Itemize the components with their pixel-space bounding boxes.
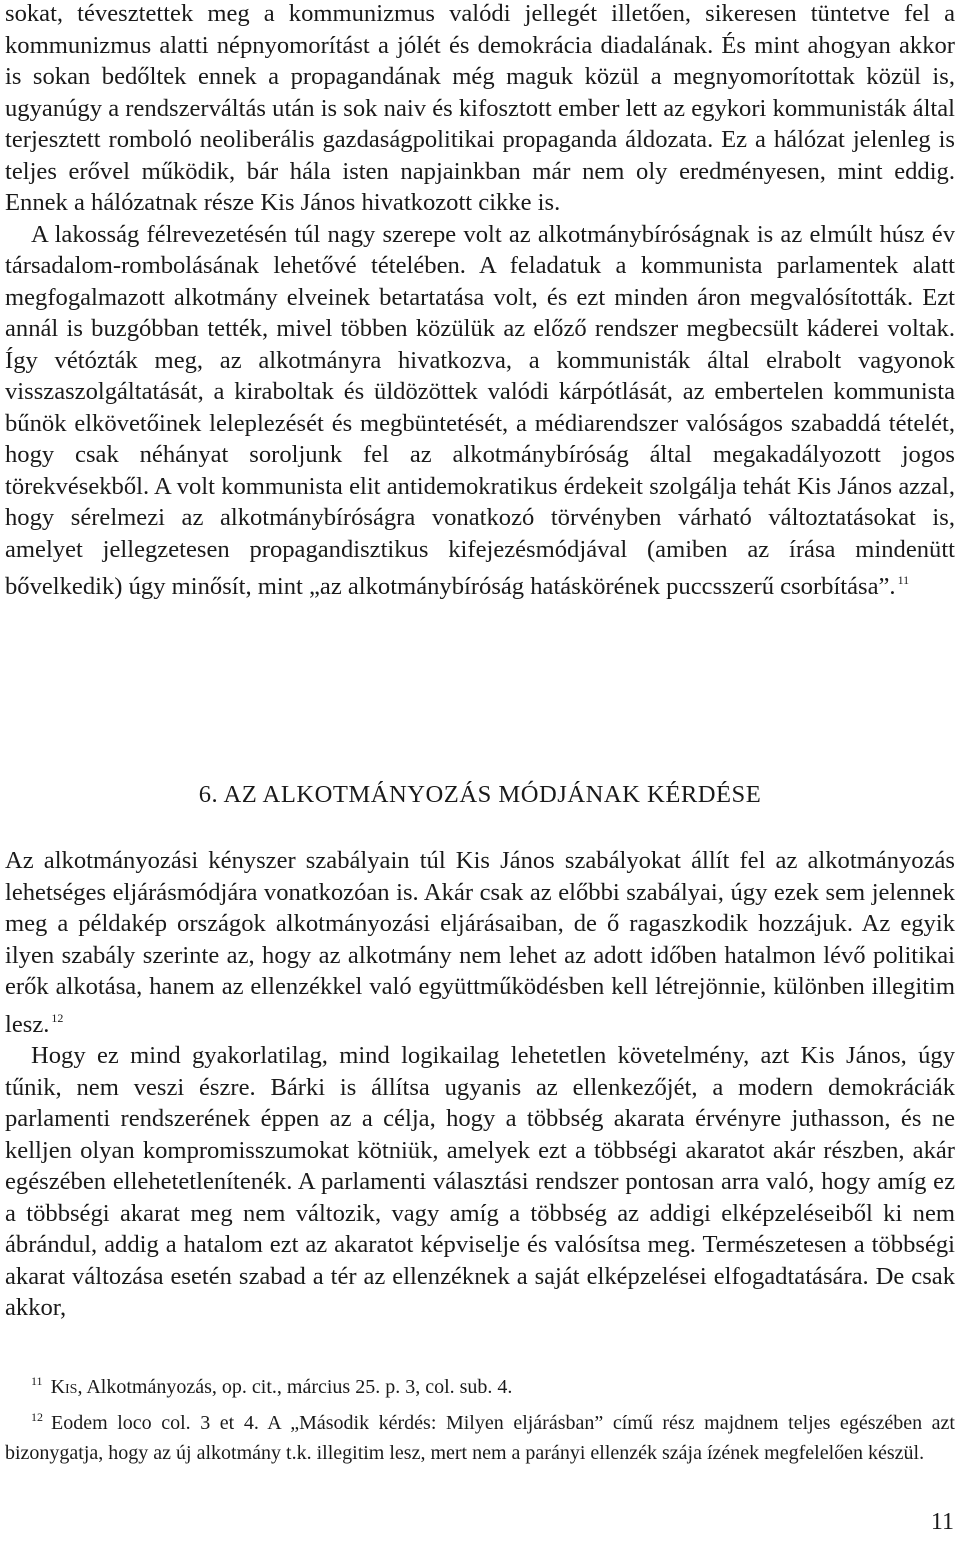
- footnote-author: Kis: [50, 1376, 78, 1398]
- paragraph: sokat, tévesztettek meg a kommunizmus valódi jellegét illetően, sikeresen tüntetve fel a kommunizmus alatti népnyomorítást a jólét és demokrácia diadalának. És mint ahogyan akkor is sokan bedőltek ennek a propagandának még maguk közül a megnyomorítottak közül is, ugyanúgy a rendszerváltás után is sok naiv és kifosztott ember lett az egykori kommunisták által terjesztett romboló neoliberális gazdaságpolitikai propaganda áldozata. Ez a hálózat jelenleg is teljes erővel működik, bár hála isten napjainkban már nem oly eredményesen, mint eddig. Ennek a hálózatnak része Kis János hivatkozott cikke is.: [5, 0, 955, 216]
- footnote-text: , Alkotmányozás, op. cit., március 25. p. 3, col. sub. 4.: [77, 1376, 513, 1398]
- footnote: [5, 1402, 955, 1468]
- body-text-block-bottom: [5, 845, 955, 1324]
- footnote-text: Eodem loco col. 3 et 4. A „Második kérdés: Milyen eljárásban” című rész majdnem teljes egészében azt bizonygatja, hogy az új alkotmány t.k. illegitim lesz, mert nem a parányi ellenzék szája ízének megfelelően készül.: [5, 1412, 955, 1464]
- footnote-reference[interactable]: 12: [51, 1010, 64, 1025]
- footnote-number: 12: [31, 1410, 43, 1424]
- section-heading: 6. AZ ALKOTMÁNYOZÁS MÓDJÁNAK KÉRDÉSE: [198, 781, 762, 808]
- footnote: [5, 1366, 955, 1402]
- page-number: 11: [930, 1509, 954, 1535]
- body-text-block-top: [5, 0, 955, 603]
- footnotes: [5, 1366, 955, 1468]
- paragraph: Az alkotmányozási kényszer szabályain túl Kis János szabályokat állít fel az alkotmányozás lehetséges eljárásmódjára vonatkozóan is. Akár csak az előbbi szabályai, úgy ezek sem jelennek meg a példakép országok alkotmányozási eljárásaiban, de ő ragaszkodik hozzájuk. Az egyik ilyen szabály szerinte az, hogy az alkotmány nem lehet az adott időben hatalmon lévő politikai erők alkotása, hanem az ellenzékkel való együttműködésben kell létrejönnie, különben illegitim lesz. $^{12}$: [5, 847, 955, 1038]
- paragraph: A lakosság félrevezetésén túl nagy szerepe volt az alkotmánybíróságnak is az elmúlt húsz év társadalom-rombolásának lehetővé tételében. A feladatuk a kommunista parlamentek alatt megfogalmazott alkotmány elveinek betartatása volt, és ezt minden áron megvalósították. Ezt annál is buzgóbban tették, mivel többen közülük az előző rendszer megbecsült káderei voltak. Így vétózták meg, az alkotmányra hivatkozva, a kommunisták által elrabolt vagyonok visszaszolgáltatását, a kiraboltak és üldözöttek valódi kárpótlását, az embertelen kommunista bűnök elkövetőinek leleplezését és megbüntetését, a médiarendszer valóságos szabaddá tételét, hogy csak néhányat soroljunk fel az alkotmánybíróság által megakadályozott jogos törekvésekből. A volt kommunista elit antidemokratikus érdekeit szolgálja tehát Kis János azzal, hogy sérelmezi az alkotmánybíróságra vonatkozó törvényben várható változtatásokat is, amelyet jellegzetesen propagandisztikus kifejezésmódjával (amiben az írása mindenütt bővelkedik) úgy minősít, mint „az alkotmánybíróság hatáskörének puccsszerű csorbítása”. $^{11}$: [5, 220, 955, 600]
- footnote-number: 11: [31, 1374, 43, 1388]
- paragraph: Hogy ez mind gyakorlatilag, mind logikailag lehetetlen követelmény, azt Kis János, úgy tűnik, nem veszi észre. Bárki is állítsa ugyanis az ellenkezőjét, a modern demokráciák parlamenti rendszerének éppen az a célja, hogy a többség akarata érvényre juthasson, és ne kelljen olyan kompromisszumokat kötniük, amelyek ezt a többségi akaratot akár részben, akár egészében ellehetetlenítenék. A parlamenti választási rendszer pontosan arra való, hogy amíg ez a többségi akarat meg nem változik, vagy amíg a többség az addigi elképzeléseiből ki nem ábrándul, addig a hatalom ezt az akaratot képviselje és valósítsa meg. Természetesen a többségi akarat változása esetén szabad a tér az ellenzéknek a saját elképzelései elfogadtatására. De csak akkor,: [5, 1042, 955, 1321]
- footnote-reference[interactable]: 11: [897, 573, 910, 587]
